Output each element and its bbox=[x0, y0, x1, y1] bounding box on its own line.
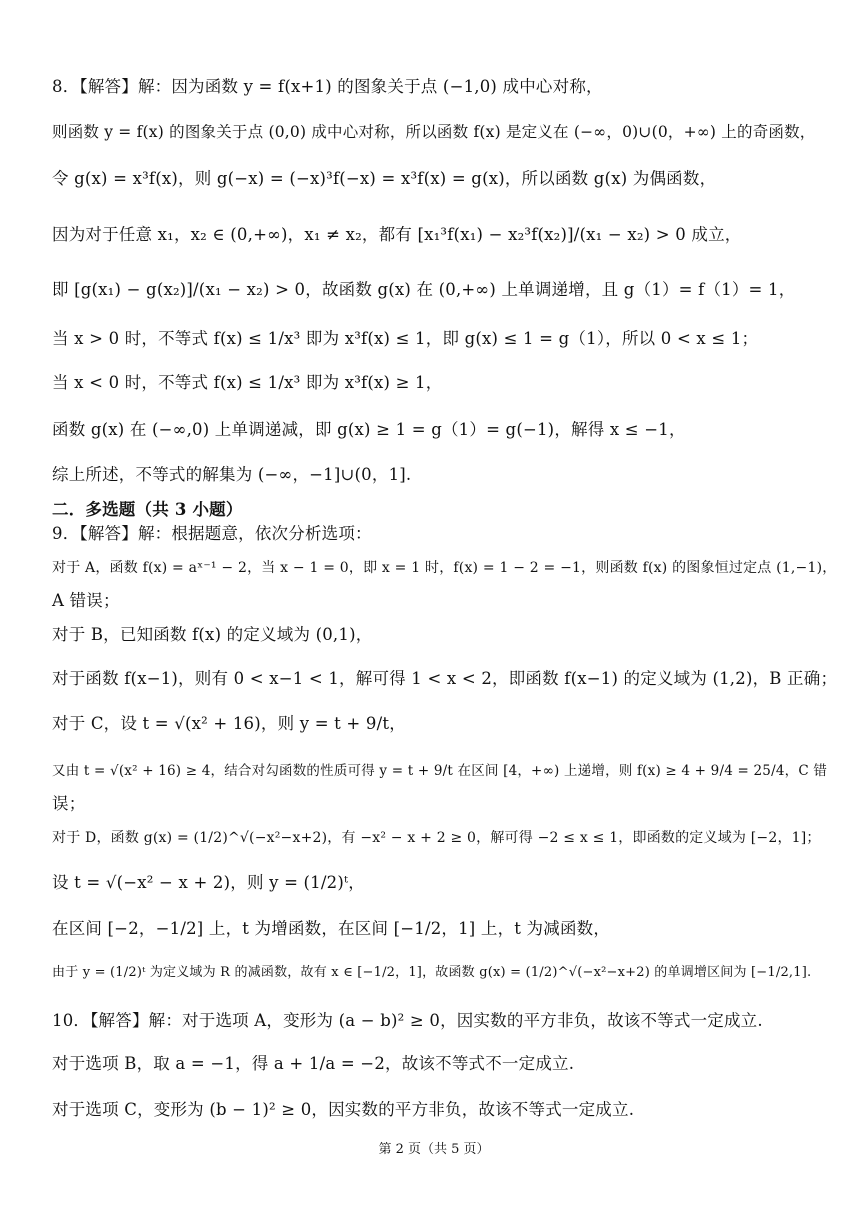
solution-8-line-8: 函数 g(x) 在 (−∞,0) 上单调递减，即 g(x) ≥ 1 = g（1）= g(−1)，解得 x ≤ −1， bbox=[52, 420, 686, 439]
solution-10-line-3: 对于选项 C，变形为 (b − 1)² ≥ 0，因实数的平方非负，故该不等式一定成立. bbox=[52, 1100, 635, 1119]
solution-9-line-2: 对于 A，函数 f(x) = aˣ⁻¹ − 2，当 x − 1 = 0，即 x = 1 时，f(x) = 1 − 2 = −1，则函数 f(x) 的图象恒过定点 (1,−1)， bbox=[52, 560, 837, 576]
solution-10-line-1: 10．【解答】解：对于选项 A，变形为 (a − b)² ≥ 0，因实数的平方非负，故该不等式一定成立. bbox=[52, 1011, 763, 1030]
solution-8-line-5: 即 [g(x₁) − g(x₂)]/(x₁ − x₂) > 0，故函数 g(x) 在 (0,+∞) 上单调递增，且 g（1）= f（1）= 1， bbox=[52, 280, 796, 299]
solution-8-line-6: 当 x > 0 时，不等式 f(x) ≤ 1/x³ 即为 x³f(x) ≤ 1，即 g(x) ≤ 1 = g（1），所以 0 < x ≤ 1； bbox=[52, 329, 759, 348]
solution-9-line-11: 在区间 [−2，−1/2] 上，t 为增函数，在区间 [−1/2，1] 上，t 为减函数， bbox=[52, 919, 611, 938]
solution-8-line-2: 则函数 y = f(x) 的图象关于点 (0,0) 成中心对称，所以函数 f(x) 是定义在 (−∞，0)∪(0，+∞) 上的奇函数， bbox=[52, 123, 816, 141]
solution-8-conclusion: 综上所述，不等式的解集为 (−∞，−1]∪(0，1]. bbox=[52, 465, 412, 484]
solution-9-line-8: 误； bbox=[52, 794, 86, 813]
solution-9-line-10: 设 t = √(−x² − x + 2)，则 y = (1/2)ᵗ， bbox=[52, 873, 365, 892]
solution-9-line-3: A 错误； bbox=[52, 591, 120, 610]
section-heading-multiple-choice: 二．多选题（共 3 小题） bbox=[52, 500, 243, 519]
solution-9-line-12: 由于 y = (1/2)ᵗ 为定义域为 R 的减函数，故有 x ∈ [−1/2，1]，故函数 g(x) = (1/2)^√(−x²−x+2) 的单调增区间为 [−1/2,1]. bbox=[52, 965, 812, 980]
solution-8-line-4: 因为对于任意 x₁，x₂ ∈ (0,+∞)，x₁ ≠ x₂，都有 [x₁³f(x₁) − x₂³f(x₂)]/(x₁ − x₂) > 0 成立， bbox=[52, 225, 742, 244]
page-footer: 第 2 页（共 5 页） bbox=[378, 1142, 490, 1157]
solution-9-line-7: 又由 t = √(x² + 16) ≥ 4，结合对勾函数的性质可得 y = t + 9/t 在区间 [4，+∞) 上递增，则 f(x) ≥ 4 + 9/4 = 25/4，C 错 bbox=[52, 763, 828, 779]
solution-9-line-5: 对于函数 f(x−1)，则有 0 < x−1 < 1，解可得 1 < x < 2，即函数 f(x−1) 的定义域为 (1,2)，B 正确； bbox=[52, 669, 838, 688]
solution-9-line-6: 对于 C，设 t = √(x² + 16)，则 y = t + 9/t， bbox=[52, 714, 406, 733]
solution-9-line-9: 对于 D，函数 g(x) = (1/2)^√(−x²−x+2)，有 −x² − x + 2 ≥ 0，解可得 −2 ≤ x ≤ 1，即函数的定义域为 [−2，1]； bbox=[52, 830, 821, 846]
solution-9-line-1: 9．【解答】解：根据题意，依次分析选项： bbox=[52, 524, 372, 543]
solution-8-line-1: 8．【解答】解：因为函数 y = f(x+1) 的图象关于点 (−1,0) 成中心对称， bbox=[52, 77, 603, 96]
solution-10-line-2: 对于选项 B，取 a = −1，得 a + 1/a = −2，故该不等式不一定成立. bbox=[52, 1054, 575, 1073]
solution-8-line-7: 当 x < 0 时，不等式 f(x) ≤ 1/x³ 即为 x³f(x) ≥ 1， bbox=[52, 373, 443, 392]
solution-8-line-3: 令 g(x) = x³f(x)，则 g(−x) = (−x)³f(−x) = x³f(x) = g(x)，所以函数 g(x) 为偶函数， bbox=[52, 169, 717, 188]
solution-9-line-4: 对于 B，已知函数 f(x) 的定义域为 (0,1)， bbox=[52, 625, 373, 644]
